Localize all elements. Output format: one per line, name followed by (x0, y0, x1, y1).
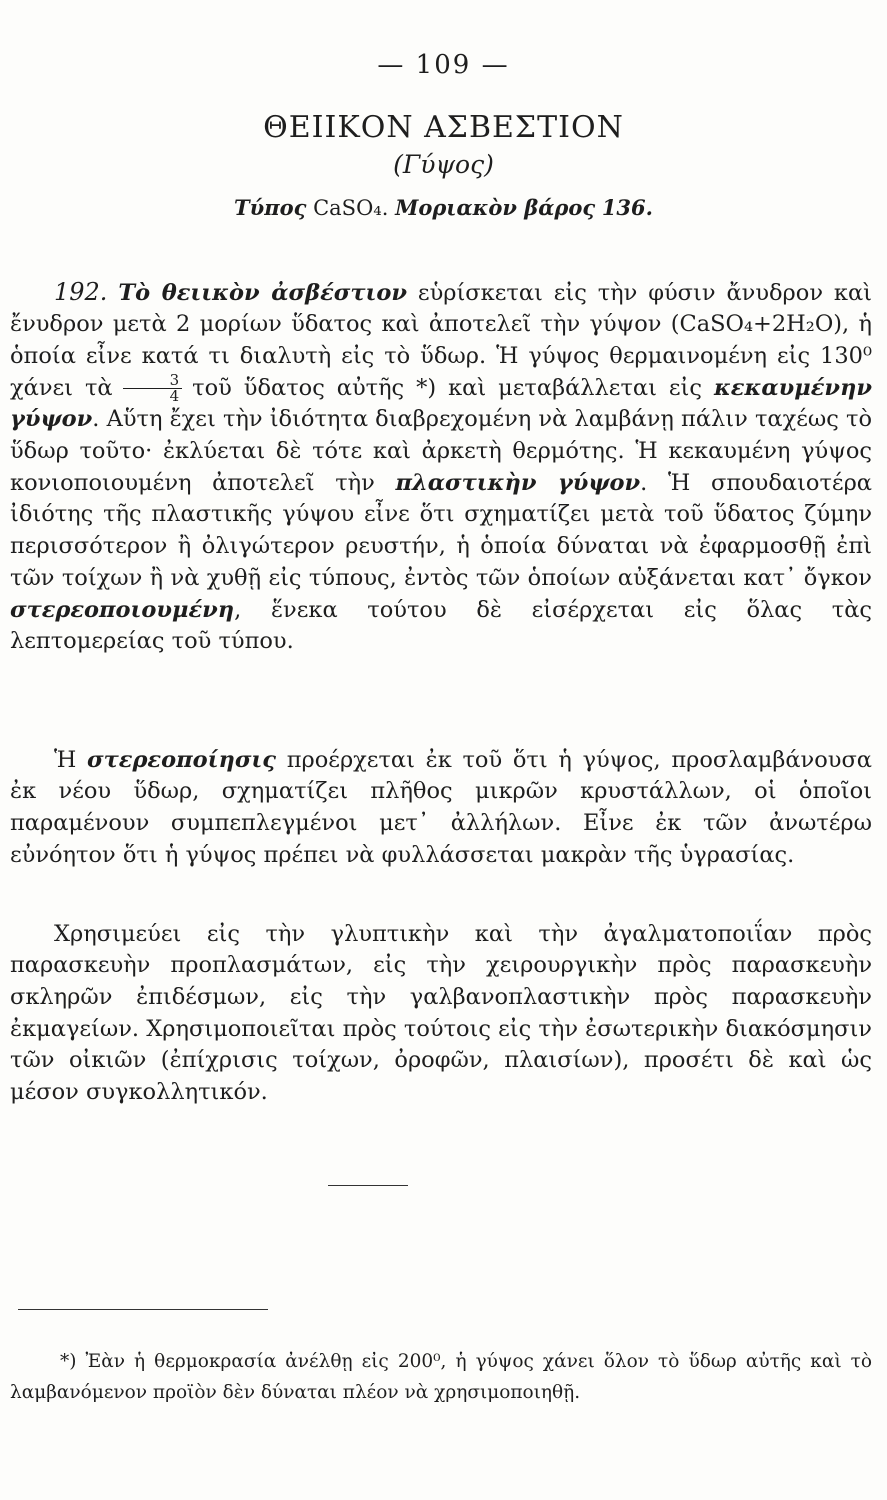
chemical-formula: CaSO₄. (313, 196, 389, 220)
term-solidifying: στερεοποιουμένη (10, 596, 235, 623)
paragraph-solidification (10, 745, 872, 872)
term-plaster: πλαστικὴν γύψον (395, 469, 641, 496)
term-solidification: στερεοποίησις (87, 746, 277, 773)
paragraph-text: , ἕνεκα τούτου δὲ εἰσέρχεται εἰς ὅλας τὰς λεπτομερείας τοῦ τύπου. (10, 596, 872, 655)
formula-type-label: Τύπος (234, 195, 307, 220)
paragraph-number: 192. (54, 277, 108, 306)
page-number: — 109 — (377, 50, 510, 80)
molecular-weight-value: 136. (601, 195, 653, 220)
paragraph-text: τοῦ ὕδατος αὐτῆς *) καὶ μεταβάλλεται εἰς (192, 374, 714, 401)
footnote-divider (18, 1309, 268, 1310)
molecular-weight-label: Μοριακὸν βάρος (395, 195, 596, 220)
term-burnt-gypsum: κεκαυμένην γύψον (10, 374, 872, 433)
stray-mark (328, 1185, 408, 1186)
fraction-denominator: 4 (169, 387, 180, 406)
fraction-numerator: 3 (123, 373, 183, 389)
section-title: ΘΕΙΙΚΟΝ ΑΣΒΕΣΤΙΟΝ (263, 110, 624, 145)
paragraph-text: εὑρίσκεται εἰς τὴν φύσιν ἄνυδρον καὶ ἔνυδρον μετὰ 2 μορίων ὕδατος καὶ ἀποτελεῖ τὴν γύψον (CaSO₄+2H₂O), ἡ ὁποία εἶνε κατά τι διαλυτὴ εἰς τὸ ὕδωρ. Ἡ γύψος θερμαινομένη εἰς 130⁰ χάνει τὰ (10, 279, 872, 401)
formula-line (0, 195, 887, 220)
section-subtitle: (Γύψος) (393, 150, 494, 179)
paragraph-text: . Αὕτη ἔχει τὴν ἰδιότητα διαβρεχομένη νὰ λαμβάνῃ πάλιν ταχέως τὸ ὕδωρ τοῦτο· ἐκλύεται δὲ τότε καὶ ἀρκετὴ θερμότης. Ἡ κεκαυμένη γύψος κονιοποιουμένη ἀποτελεῖ τὴν (10, 406, 872, 496)
footnote: *) Ἐὰν ἡ θερμοκρασία ἀνέλθῃ εἰς 200⁰, ἡ γύψος χάνει ὅλον τὸ ὕδωρ αὐτῆς καὶ τὸ λαμβανόμενον προϊὸν δὲν δύναται πλέον νὰ χρησιμοποιηθῇ. (10, 1350, 872, 1403)
paragraph-lead-term: Τὸ θειικὸν ἀσβέστιον (118, 279, 407, 306)
paragraph-text: Ἡ (54, 746, 88, 773)
paragraph-text: προέρχεται ἐκ τοῦ ὅτι ἡ γύψος, προσλαμβάνουσα ἐκ νέου ὕδωρ, σχηματίζει πλῆθος μικρῶν κρυστάλλων, οἱ ὁποῖοι παραμένουν συμπεπλεγμένοι μετ᾽ ἀλλήλων. Εἶνε ἐκ τῶν ἀνωτέρω εὐνόητον ὅτι ἡ γύψος πρέπει νὰ φυλλάσσεται μακρὰν τῆς ὑγρασίας. (10, 746, 873, 868)
paragraph-uses: Χρησιμεύει εἰς τὴν γλυπτικὴν καὶ τὴν ἀγαλματοποιΐαν πρὸς παρασκευὴν προπλασμάτων, εἰς τὴν χειρουργικὴν πρὸς παρασκευὴν σκληρῶν ἐπιδέσμων, εἰς τὴν γαλβανοπλαστικὴν πρὸς παρασκευὴν ἐκμαγείων. Χρησιμοποιεῖται πρὸς τούτοις εἰς τὴν ἐσωτερικὴν διακόσμησιν τῶν οἰκιῶν (ἐπίχρισις τοίχων, ὀροφῶν, πλαισίων), προσέτι δὲ καὶ ὡς μέσον συγκολλητικόν. (10, 920, 872, 1106)
paragraph-192 (10, 277, 872, 658)
fraction (123, 373, 183, 404)
paragraph-text: . Ἡ σπουδαιοτέρα ἰδιότης τῆς πλαστικῆς γύψου εἶνε ὅτι σχηματίζει μετὰ τοῦ ὕδατος ζύμην περισσότερον ἢ ὀλιγώτερον ρευστήν, ἡ ὁποία δύναται νὰ ἐφαρμοσθῇ ἐπὶ τῶν τοίχων ἢ νὰ χυθῇ εἰς τύπους, ἐντὸς τῶν ὁποίων αὐξάνεται κατ᾽ ὄγκον (10, 469, 872, 591)
